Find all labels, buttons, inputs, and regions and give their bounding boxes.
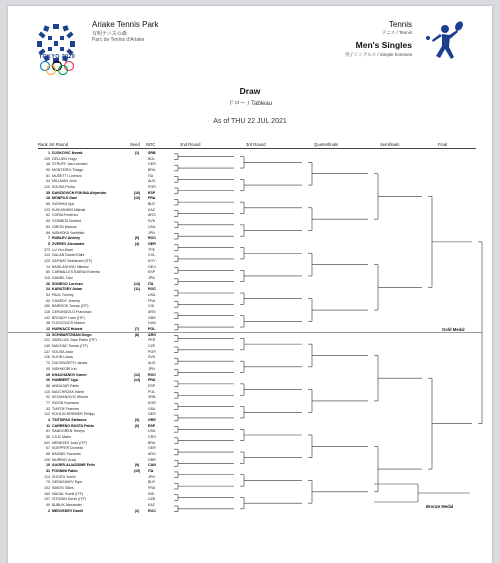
player-rank: 53 <box>46 406 50 411</box>
player-rank: 116 <box>44 310 50 315</box>
player-noc: CZE <box>148 344 156 349</box>
games-name: TOKYO 2020 <box>38 54 76 60</box>
player-noc: ROC <box>148 372 156 377</box>
player-name: MENEZES Joao (ITF) <box>52 440 87 445</box>
player-noc: ROC <box>148 287 156 292</box>
player-noc: SVK <box>148 355 156 360</box>
player-name: MILLMAN John <box>52 179 77 184</box>
player-name: ZVEREV Alexander <box>52 241 85 246</box>
column-header-semifinals: Semifinals <box>380 142 400 147</box>
player-seed: (5) <box>134 236 140 241</box>
player-rank: 125 <box>44 258 50 263</box>
player-name: KHACHANOV Karen <box>52 372 87 377</box>
player-rank: 12 <box>46 327 50 332</box>
player-name: KUKUSHKIN Mikhail <box>52 207 86 212</box>
player-name: NAGAL Sumit (ITF) <box>52 491 84 496</box>
player-noc: BLR <box>148 480 155 485</box>
player-seed: (16) <box>133 190 141 195</box>
player-noc: JPN <box>148 230 155 235</box>
player-seed: (8) <box>134 332 140 337</box>
bronze-medal-label: Bronze Medal <box>426 504 454 509</box>
player-rank: 197 <box>44 497 50 502</box>
player-name: MEDVEDEV Daniil <box>52 508 83 513</box>
player-rank: 114 <box>44 474 50 479</box>
player-seed: (1) <box>134 151 140 155</box>
player-noc: ITA <box>148 173 154 178</box>
player-rank: 80 <box>46 270 50 275</box>
sport-name: Tennis <box>388 20 412 29</box>
player-rank: 142 <box>44 315 50 320</box>
player-noc: GBR <box>148 457 156 462</box>
player-name: CARBALLES BAENA Roberto <box>52 270 100 275</box>
player-noc: FRA <box>148 196 156 201</box>
player-noc: FRA <box>148 378 156 383</box>
player-noc: ESP <box>148 190 156 195</box>
player-rank: 55 <box>46 366 50 371</box>
player-name: GIRON Marcos <box>52 224 77 229</box>
column-header-seed: Seed <box>130 142 140 147</box>
player-rank: 40 <box>46 503 50 508</box>
player-rank: 67 <box>46 446 50 451</box>
player-name: MUSETTI Lorenzo <box>52 173 82 178</box>
player-name: VARILLAS Juan Pablo (ITF) <box>52 338 97 343</box>
column-header-rank-round: Rank 1st Round <box>38 142 69 147</box>
player-rank: 1 <box>48 151 50 155</box>
player-noc: EGY <box>148 258 156 263</box>
player-seed: (12) <box>133 372 141 377</box>
venue-name-jp: 有明テニスの森 <box>92 31 127 37</box>
player-noc: POL <box>148 327 156 332</box>
player-name: PAUL Tommy <box>52 293 74 297</box>
player-rank: 190 <box>44 304 50 309</box>
player-noc: USA <box>148 406 156 411</box>
player-name: SONEGO Lorenzo <box>52 281 83 286</box>
player-name: KLEIN Lukas <box>52 355 73 360</box>
player-name: GOMBOS Norbert <box>52 219 82 224</box>
player-rank: 36 <box>46 435 50 439</box>
player-name: RUBLEV Andrey <box>52 236 81 241</box>
player-rank: 64 <box>46 224 50 229</box>
player-rank: 4 <box>48 417 50 422</box>
player-name: NISHIKORI Kei <box>52 366 77 371</box>
player-rank: 38 <box>46 321 50 326</box>
player-rank: 120 <box>44 185 50 190</box>
column-header-noc: NOC <box>146 142 156 147</box>
player-rank: 110 <box>44 275 50 280</box>
player-noc: GBR <box>148 315 156 320</box>
player-name: SOUSA Pedro <box>52 185 75 190</box>
player-seed: (6) <box>134 423 140 428</box>
player-rank: 69 <box>46 230 50 235</box>
player-rank: 54 <box>46 293 50 297</box>
player-name: SIMON Gilles <box>52 486 74 491</box>
player-name: DUCKWORTH James <box>52 361 88 366</box>
player-name: HURKACZ Hubert <box>52 327 83 332</box>
player-rank: 14 <box>46 264 50 269</box>
player-seed: (3) <box>134 417 140 422</box>
draw-sheet <box>8 6 492 563</box>
player-noc: FRA <box>148 486 156 491</box>
player-noc: JPN <box>148 474 155 479</box>
player-noc: POR <box>148 185 156 190</box>
player-rank: 5 <box>48 241 50 246</box>
player-noc: BOL <box>148 156 156 161</box>
player-rank: 145 <box>44 344 50 349</box>
player-name: BROADY Liam (ITF) <box>52 315 85 320</box>
player-name: CILIC Marin <box>52 435 72 439</box>
player-noc: GER <box>148 412 156 417</box>
player-rank: 62 <box>46 213 50 218</box>
sport-name-sub: テニス / Tennis <box>381 30 412 35</box>
player-noc: ROC <box>148 508 156 513</box>
player-rank: 48 <box>46 162 50 167</box>
player-rank: 86 <box>46 383 50 388</box>
player-name: MONFILS Gael <box>52 196 77 201</box>
player-rank: 112 <box>44 412 50 417</box>
draw-bracket <box>8 6 492 563</box>
player-name: SCHWARTZMAN Diego <box>52 332 92 337</box>
player-noc: COL <box>148 253 156 258</box>
player-name: DJOKOVIC Novak <box>52 151 83 155</box>
player-noc: ITA <box>148 469 154 474</box>
player-seed: (4) <box>134 241 140 246</box>
player-noc: ESP <box>148 270 156 275</box>
player-noc: AUS <box>148 179 156 184</box>
event-name-sub: 男子シングルス / Simple hommes <box>344 52 412 57</box>
player-rank: 373 <box>44 247 50 252</box>
player-noc: ESP <box>148 383 156 388</box>
player-rank: 26 <box>46 281 50 286</box>
player-noc: SVK <box>148 219 156 224</box>
player-rank: 541 <box>44 440 50 445</box>
player-rank: 139 <box>44 156 50 161</box>
player-name: IVASHKA Ilya <box>52 202 74 207</box>
player-name: DANIEL Taro <box>52 275 73 280</box>
player-rank: 60 <box>46 298 50 303</box>
player-rank: 44 <box>46 179 50 184</box>
player-seed: (14) <box>133 378 141 383</box>
player-rank: 89 <box>46 219 50 224</box>
player-name: BAGNIS Facundo <box>52 452 81 457</box>
player-noc: FRA <box>148 298 156 303</box>
player-rank: 11 <box>46 423 50 428</box>
player-noc: ROC <box>148 236 156 241</box>
player-noc: BRA <box>148 168 156 173</box>
player-rank: 113 <box>44 253 50 258</box>
document-date: As of THU 22 JUL 2021 <box>213 118 287 125</box>
player-noc: GER <box>148 446 156 451</box>
player-rank: 106 <box>44 457 50 462</box>
player-name: AUGER-ALIASSIME Felix <box>52 463 95 468</box>
player-name: BASILASHVILI Nikoloz <box>52 264 89 269</box>
player-rank: 102 <box>44 486 50 491</box>
player-noc: GER <box>148 162 156 167</box>
player-name: FUCSOVICS Marton <box>52 321 86 326</box>
player-rank: 68 <box>46 452 50 457</box>
player-noc: POR <box>148 349 156 354</box>
player-name: NISHIOKA Yoshihito <box>52 230 85 235</box>
player-noc: ARG <box>148 332 156 337</box>
player-rank: 92 <box>46 395 50 400</box>
player-name: SAFWAT Mohamed (ITF) <box>52 258 93 263</box>
player-rank: 123 <box>44 207 50 212</box>
player-name: ANDUJAR Pablo <box>52 383 80 388</box>
player-rank: 26 <box>46 378 50 383</box>
player-noc: PER <box>148 338 156 343</box>
player-rank: 137 <box>44 349 50 354</box>
player-rank: 72 <box>46 361 50 366</box>
column-header-quarterfinals: Quarterfinals <box>314 142 338 147</box>
player-rank: 2 <box>48 508 50 513</box>
column-header-round3: 3rd Round <box>246 142 266 147</box>
player-name: LU Yen-Hsun <box>52 247 74 252</box>
player-rank: 31 <box>46 469 50 474</box>
player-name: TSITSIPAS Stefanos <box>52 417 87 422</box>
player-noc: ESP <box>148 423 156 428</box>
player-seed: (11) <box>133 287 141 292</box>
player-noc: AUS <box>148 361 156 366</box>
player-noc: GER <box>148 241 156 246</box>
player-rank: 81 <box>46 429 50 434</box>
player-noc: CAN <box>148 463 156 468</box>
player-noc: KAZ <box>148 207 155 212</box>
player-seed: (15) <box>133 469 141 474</box>
player-noc: USA <box>148 224 156 229</box>
player-noc: UZB <box>148 497 156 502</box>
player-noc: BRA <box>148 440 156 445</box>
player-rank: 65 <box>46 202 50 207</box>
player-rank: 19 <box>46 463 50 468</box>
player-noc: ITA <box>148 281 154 286</box>
player-name: FOGNINI Fabio <box>52 469 78 474</box>
player-rank: 18 <box>46 196 50 201</box>
venue-name-fr: Parc de Tennis d'Ariake <box>92 37 145 43</box>
player-noc: KOR <box>148 400 156 405</box>
player-noc: HUN <box>148 321 156 326</box>
player-rank: 79 <box>46 480 50 485</box>
player-name: BUBLIK Alexander <box>52 503 82 508</box>
player-rank: 61 <box>46 173 50 178</box>
player-seed: (13) <box>133 281 141 286</box>
player-noc: USA <box>148 429 156 434</box>
column-header-round2: 2nd Round <box>180 142 201 147</box>
player-rank: 160 <box>44 491 50 496</box>
player-noc: CRO <box>148 435 156 439</box>
event-name: Men's Singles <box>355 40 412 50</box>
player-rank: 77 <box>46 400 50 405</box>
column-header-final: Final <box>438 142 448 147</box>
player-name: CARRENO BUSTA Pablo <box>52 423 94 428</box>
player-name: DAVIDOVICH FOKINA Alejandro <box>52 190 107 195</box>
player-noc: JPN <box>148 275 155 280</box>
player-noc: JPN <box>148 366 155 371</box>
player-name: TIAFOE Frances <box>52 406 79 411</box>
player-name: SOUSA Joao <box>52 349 74 354</box>
player-name: KWON Soonwoo <box>52 400 80 405</box>
player-name: CORIA Federico <box>52 213 79 218</box>
player-noc: ARG <box>148 452 156 457</box>
venue-name: Ariake Tennis Park <box>92 20 159 29</box>
player-rank: 115 <box>44 389 50 394</box>
player-rank: 95 <box>46 168 50 173</box>
player-name: BARRIOS Tomas (ITF) <box>52 304 89 309</box>
player-noc: ARG <box>148 310 156 315</box>
player-name: KOHLSCHREIBER Philipp <box>52 412 95 417</box>
player-rank: 25 <box>46 372 50 377</box>
player-name: ISTOMIN Denis (ITF) <box>52 497 86 502</box>
player-seed: (7) <box>134 327 140 332</box>
player-noc: GEO <box>148 264 156 269</box>
player-name: KECMANOVIC Miomir <box>52 395 88 400</box>
player-noc: CHI <box>148 304 155 309</box>
document-title: Draw <box>239 86 261 96</box>
player-name: DELLIEN Hugo <box>52 156 77 161</box>
player-noc: SRB <box>148 151 156 155</box>
player-name: GERASIMOV Egor <box>52 480 83 485</box>
player-noc: TPE <box>148 247 155 252</box>
player-name: KOEPFER Dominik <box>52 446 84 451</box>
player-noc: IND <box>148 491 155 496</box>
player-name: KARATSEV Aslan <box>52 287 83 292</box>
player-name: HUMBERT Ugo <box>52 378 78 383</box>
player-seed: (9) <box>134 463 140 468</box>
player-rank: 24 <box>46 287 50 292</box>
player-name: CHARDY Jeremy <box>52 298 80 303</box>
player-rank: 122 <box>44 338 50 343</box>
player-noc: GRE <box>148 417 156 422</box>
player-name: MONTEIRO Thiago <box>52 168 84 173</box>
player-noc: USA <box>148 293 156 297</box>
player-rank: 13 <box>46 332 50 337</box>
player-seed: (10) <box>133 196 141 201</box>
player-name: MACHAC Tomas (ITF) <box>52 344 88 349</box>
player-noc: BLR <box>148 202 155 207</box>
player-name: SANDGREN Tennys <box>52 429 85 434</box>
player-rank: 126 <box>44 355 50 360</box>
player-name: GALAN Daniel Elahi <box>52 253 85 258</box>
player-noc: ARG <box>148 213 156 218</box>
gold-medal-label: Gold Medal <box>442 327 465 332</box>
player-name: MURRAY Andy <box>52 457 77 462</box>
player-name: MAJCHRZAK Kamil <box>52 389 84 394</box>
player-noc: SRB <box>148 395 156 400</box>
player-name: CERUNDOLO Francisco <box>52 310 92 315</box>
player-name: STRUFF Jan-Lennard <box>52 162 88 167</box>
player-noc: POL <box>148 389 156 394</box>
player-name: SUGITA Yuichi <box>52 474 76 479</box>
player-rank: 35 <box>46 190 50 195</box>
player-seed: (2) <box>134 508 140 513</box>
document-subtitle: ドロー / Tableau <box>227 101 273 107</box>
player-noc: KAZ <box>148 503 155 508</box>
player-rank: 7 <box>48 236 50 241</box>
